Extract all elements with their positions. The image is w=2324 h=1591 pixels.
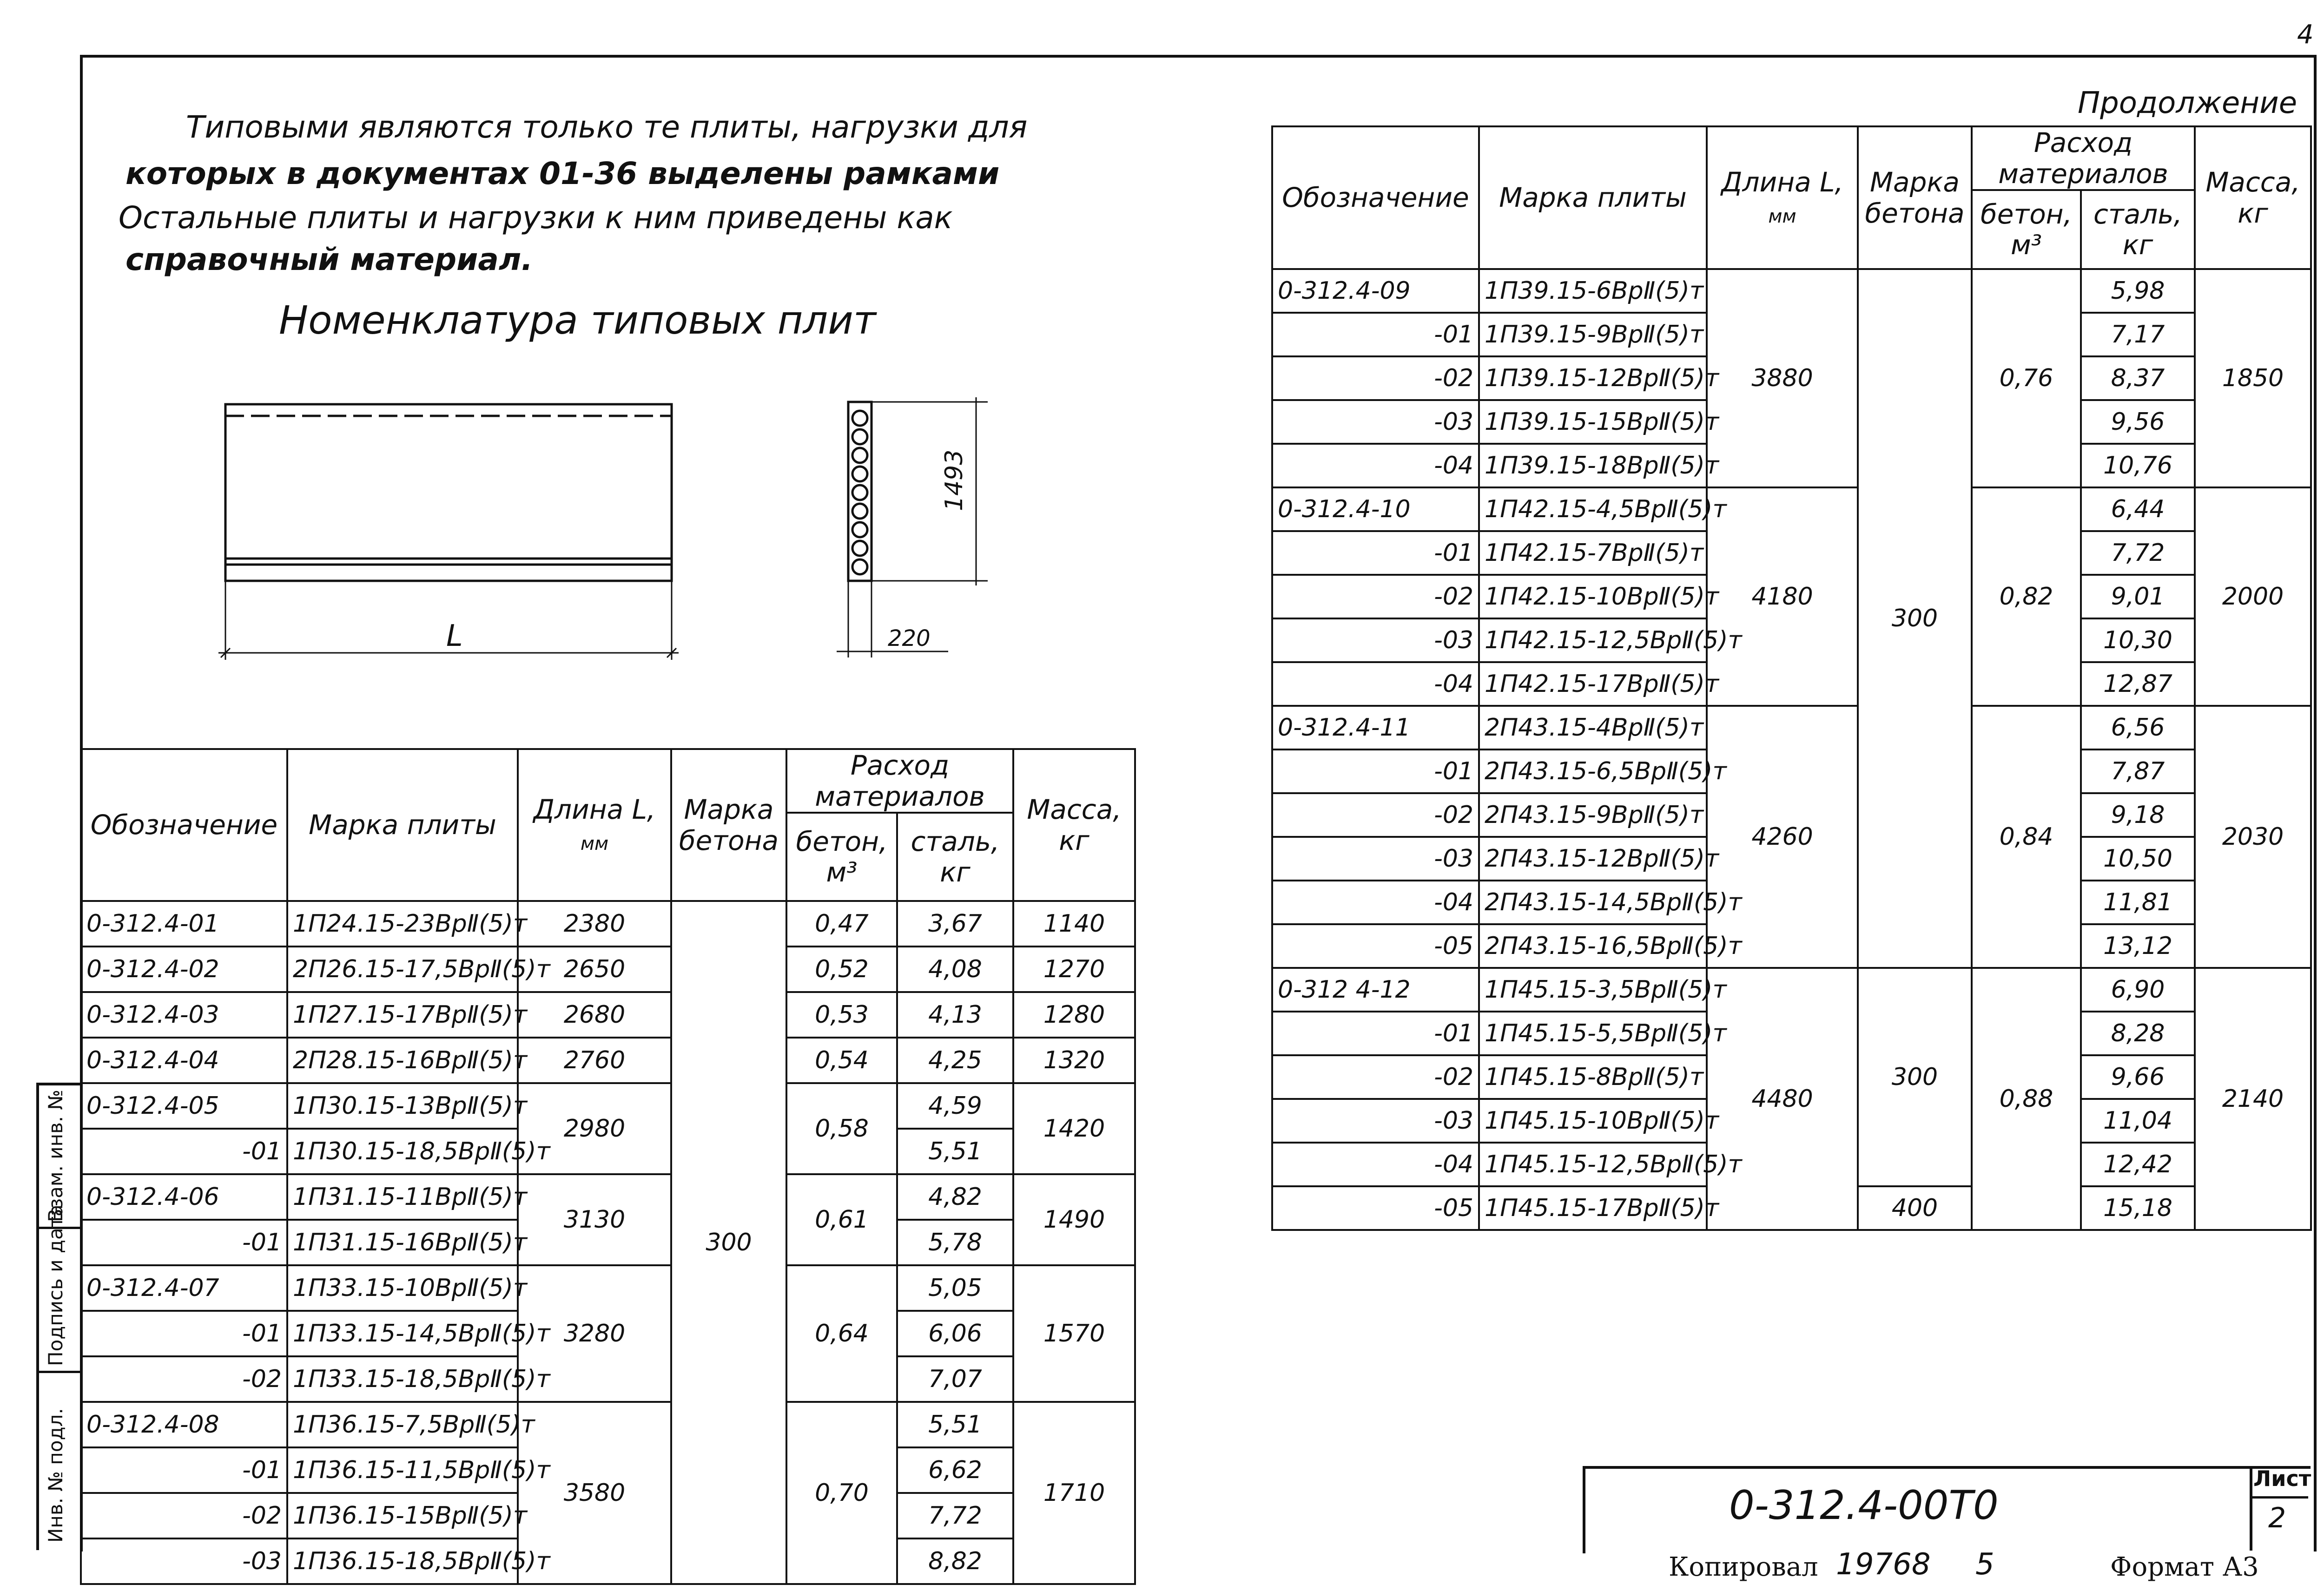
steel-cell: 9,56	[2081, 400, 2195, 444]
concrete-mark-cell: 300	[1858, 968, 1972, 1186]
mark-cell: 2П28.15-16ВрⅡ(5)т	[287, 1038, 518, 1083]
steel-cell: 4,08	[897, 947, 1013, 992]
mark-cell: 1П31.15-11ВрⅡ(5)т	[287, 1174, 518, 1220]
steel-cell: 10,30	[2081, 618, 2195, 662]
mass-cell: 2000	[2195, 487, 2311, 706]
slab-drawing	[195, 386, 1009, 674]
mark-cell: 1П36.15-15ВрⅡ(5)т	[287, 1493, 518, 1538]
designation-cell: 0-312.4-06	[81, 1174, 287, 1220]
steel-cell: 6,90	[2081, 968, 2195, 1012]
designation-cell: -01	[81, 1311, 287, 1356]
mark-cell: 1П42.15-4,5ВрⅡ(5)т	[1479, 487, 1707, 531]
concrete-cell: 0,64	[786, 1265, 897, 1402]
hdr-length-unit: мм	[580, 833, 609, 855]
hdr-concrete: бетон, м³	[786, 813, 897, 901]
concrete-cell: 0,61	[786, 1174, 897, 1265]
concrete-mark-cell: 300	[1858, 269, 1972, 968]
mark-cell: 1П36.15-18,5ВрⅡ(5)т	[287, 1538, 518, 1584]
designation-cell: -02	[81, 1493, 287, 1538]
designation-cell: -04	[1272, 1143, 1479, 1186]
table-row	[81, 1083, 1135, 1129]
steel-cell: 4,25	[897, 1038, 1013, 1083]
concrete-cell: 0,84	[1972, 706, 2081, 968]
length-cell: 4260	[1707, 706, 1858, 968]
mark-cell: 2П43.15-6,5ВрⅡ(5)т	[1479, 749, 1707, 793]
left-nomenclature-table	[80, 748, 1136, 1585]
steel-cell: 8,82	[897, 1538, 1013, 1584]
sheet-number: 2	[2268, 1502, 2286, 1534]
mass-cell: 1420	[1013, 1083, 1135, 1174]
section-heading: Номенклатура типовых плит	[279, 297, 876, 343]
document-code: 0-312.4-00Т0	[1729, 1482, 1999, 1529]
table-row	[81, 992, 1135, 1038]
mark-cell: 1П42.15-17ВрⅡ(5)т	[1479, 662, 1707, 706]
designation-cell: -03	[1272, 400, 1479, 444]
mark-cell: 1П45.15-12,5ВрⅡ(5)т	[1479, 1143, 1707, 1186]
designation-cell: 0-312 4-12	[1272, 968, 1479, 1012]
mark-cell: 1П42.15-10ВрⅡ(5)т	[1479, 575, 1707, 618]
mark-cell: 1П39.15-9ВрⅡ(5)т	[1479, 313, 1707, 356]
table-row	[1272, 487, 2311, 531]
steel-cell: 13,12	[2081, 924, 2195, 968]
side-sign-label: Подпись и дата	[44, 1204, 67, 1366]
mass-cell: 1570	[1013, 1265, 1135, 1402]
designation-cell: -03	[1272, 618, 1479, 662]
hdr-concrete-mark: Марка бетона	[671, 749, 786, 901]
steel-cell: 7,07	[897, 1356, 1013, 1402]
mark-cell: 1П36.15-7,5ВрⅡ(5)т	[287, 1402, 518, 1447]
hdr-designation: Обозначение	[81, 749, 287, 901]
designation-cell: -03	[1272, 1099, 1479, 1143]
designation-cell: 0-312.4-10	[1272, 487, 1479, 531]
hdr-length-unit: мм	[1768, 205, 1796, 227]
concrete-mark-cell: 300	[671, 901, 786, 1584]
designation-cell: 0-312.4-05	[81, 1083, 287, 1129]
hdr-concrete: бетон, м³	[1972, 190, 2081, 269]
length-cell: 3580	[518, 1402, 671, 1584]
side-inv-label: Взам. инв. №	[44, 1089, 67, 1222]
steel-cell: 4,82	[897, 1174, 1013, 1220]
mark-cell: 2П26.15-17,5ВрⅡ(5)т	[287, 947, 518, 992]
steel-cell: 5,78	[897, 1220, 1013, 1265]
mass-cell: 1490	[1013, 1174, 1135, 1265]
mark-cell: 1П42.15-7ВрⅡ(5)т	[1479, 531, 1707, 575]
concrete-cell: 0,54	[786, 1038, 897, 1083]
steel-cell: 15,18	[2081, 1186, 2195, 1230]
table-row	[81, 901, 1135, 947]
length-cell: 3880	[1707, 269, 1858, 487]
designation-cell: 0-312.4-01	[81, 901, 287, 947]
left-table-body	[81, 901, 1135, 1584]
designation-cell: -01	[1272, 749, 1479, 793]
table-row	[81, 947, 1135, 992]
designation-cell: -02	[1272, 1055, 1479, 1099]
note-line-2: которых в документах 01-36 выделены рамками	[125, 156, 1000, 191]
designation-cell: -02	[1272, 356, 1479, 400]
mark-cell: 1П36.15-11,5ВрⅡ(5)т	[287, 1447, 518, 1493]
mark-cell: 1П33.15-10ВрⅡ(5)т	[287, 1265, 518, 1311]
steel-cell: 7,72	[2081, 531, 2195, 575]
mark-cell: 1П31.15-16ВрⅡ(5)т	[287, 1220, 518, 1265]
hdr-concrete-mark: Марка бетона	[1858, 126, 1972, 269]
mass-cell: 2140	[2195, 968, 2311, 1230]
mass-cell: 1140	[1013, 901, 1135, 947]
table-row	[81, 1265, 1135, 1311]
note-line-1: Типовыми являются только те плиты, нагрузки для	[186, 109, 1028, 145]
mass-cell: 2030	[2195, 706, 2311, 968]
length-cell: 2650	[518, 947, 671, 992]
designation-cell: -04	[1272, 662, 1479, 706]
note-line-4: справочный материал.	[125, 242, 533, 277]
hdr-mass: Масса, кг	[2195, 126, 2311, 269]
concrete-cell: 0,70	[786, 1402, 897, 1584]
mark-cell: 1П45.15-10ВрⅡ(5)т	[1479, 1099, 1707, 1143]
designation-cell: 0-312.4-04	[81, 1038, 287, 1083]
right-table-body	[1272, 269, 2311, 1230]
designation-cell: -01	[81, 1129, 287, 1174]
designation-cell: -01	[1272, 313, 1479, 356]
length-cell: 2980	[518, 1083, 671, 1174]
mark-cell: 1П33.15-18,5ВрⅡ(5)т	[287, 1356, 518, 1402]
designation-cell: 0-312.4-02	[81, 947, 287, 992]
length-cell: 3130	[518, 1174, 671, 1265]
mark-cell: 1П24.15-23ВрⅡ(5)т	[287, 901, 518, 947]
designation-cell: -02	[1272, 793, 1479, 837]
width-label: 220	[888, 625, 931, 651]
continuation-label: Продолжение	[2078, 86, 2298, 120]
steel-cell: 10,76	[2081, 444, 2195, 487]
sheet-divider	[2250, 1496, 2308, 1499]
mark-cell: 1П33.15-14,5ВрⅡ(5)т	[287, 1311, 518, 1356]
concrete-cell: 0,53	[786, 992, 897, 1038]
mark-cell: 1П45.15-17ВрⅡ(5)т	[1479, 1186, 1707, 1230]
concrete-cell: 0,76	[1972, 269, 2081, 487]
hdr-steel: сталь, кг	[897, 813, 1013, 901]
designation-cell: -02	[81, 1356, 287, 1402]
hdr-mark: Марка плиты	[287, 749, 518, 901]
format-label: Формат А3	[2110, 1552, 2259, 1582]
note-line-3: Остальные плиты и нагрузки к ним приведены как	[119, 200, 953, 236]
steel-cell: 4,59	[897, 1083, 1013, 1129]
mark-cell: 1П45.15-5,5ВрⅡ(5)т	[1479, 1012, 1707, 1055]
designation-cell: -05	[1272, 924, 1479, 968]
designation-cell: 0-312.4-11	[1272, 706, 1479, 749]
mass-cell: 1850	[2195, 269, 2311, 487]
steel-cell: 12,42	[2081, 1143, 2195, 1186]
length-cell: 2760	[518, 1038, 671, 1083]
designation-cell: 0-312.4-03	[81, 992, 287, 1038]
designation-cell: -01	[1272, 1012, 1479, 1055]
steel-cell: 12,87	[2081, 662, 2195, 706]
concrete-cell: 0,82	[1972, 487, 2081, 706]
steel-cell: 7,87	[2081, 749, 2195, 793]
mark-cell: 2П43.15-14,5ВрⅡ(5)т	[1479, 881, 1707, 924]
mass-cell: 1280	[1013, 992, 1135, 1038]
mark-cell: 1П27.15-17ВрⅡ(5)т	[287, 992, 518, 1038]
steel-cell: 5,51	[897, 1402, 1013, 1447]
steel-cell: 5,05	[897, 1265, 1013, 1311]
concrete-cell: 0,88	[1972, 968, 2081, 1230]
steel-cell: 5,51	[897, 1129, 1013, 1174]
mark-cell: 1П30.15-13ВрⅡ(5)т	[287, 1083, 518, 1129]
mark-cell: 1П39.15-15ВрⅡ(5)т	[1479, 400, 1707, 444]
slab-section-view	[837, 397, 988, 657]
mark-cell: 1П39.15-18ВрⅡ(5)т	[1479, 444, 1707, 487]
table-row	[1272, 706, 2311, 749]
copied-label: Копировал	[1669, 1552, 1818, 1582]
mass-cell: 1270	[1013, 947, 1135, 992]
designation-cell: -01	[81, 1447, 287, 1493]
table-row	[81, 1174, 1135, 1220]
designation-cell: 0-312.4-08	[81, 1402, 287, 1447]
table-row	[1272, 269, 2311, 313]
concrete-cell: 0,58	[786, 1083, 897, 1174]
steel-cell: 6,44	[2081, 487, 2195, 531]
mark-cell: 2П43.15-4ВрⅡ(5)т	[1479, 706, 1707, 749]
steel-cell: 6,06	[897, 1311, 1013, 1356]
length-cell: 4480	[1707, 968, 1858, 1230]
designation-cell: -01	[81, 1220, 287, 1265]
steel-cell: 7,72	[897, 1493, 1013, 1538]
steel-cell: 11,04	[2081, 1099, 2195, 1143]
concrete-cell: 0,52	[786, 947, 897, 992]
mark-cell: 1П30.15-18,5ВрⅡ(5)т	[287, 1129, 518, 1174]
mark-cell: 2П43.15-12ВрⅡ(5)т	[1479, 837, 1707, 881]
steel-cell: 10,50	[2081, 837, 2195, 881]
hdr-length	[518, 749, 671, 901]
side-inv-orig-label: Инв. № подл.	[44, 1408, 67, 1543]
hdr-materials: Расход материалов	[1972, 126, 2195, 190]
hdr-steel: сталь, кг	[2081, 190, 2195, 269]
table-row	[81, 1402, 1135, 1447]
length-label: L	[446, 619, 463, 653]
length-cell: 4180	[1707, 487, 1858, 706]
hdr-length	[1707, 126, 1858, 269]
designation-cell: -04	[1272, 881, 1479, 924]
steel-cell: 6,62	[897, 1447, 1013, 1493]
designation-cell: 0-312.4-09	[1272, 269, 1479, 313]
hdr-mass: Масса, кг	[1013, 749, 1135, 901]
height-label: 1493	[940, 449, 968, 511]
steel-cell: 4,13	[897, 992, 1013, 1038]
designation-cell: -03	[81, 1538, 287, 1584]
concrete-mark-cell: 400	[1858, 1186, 1972, 1230]
copied-number-2: 5	[1975, 1547, 1994, 1582]
designation-cell: -05	[1272, 1186, 1479, 1230]
table-row	[81, 1038, 1135, 1083]
steel-cell: 9,18	[2081, 793, 2195, 837]
steel-cell: 7,17	[2081, 313, 2195, 356]
hdr-length-text: Длина L,	[533, 794, 656, 825]
side-divider	[36, 1371, 80, 1373]
right-nomenclature-table	[1271, 125, 2312, 1231]
steel-cell: 9,66	[2081, 1055, 2195, 1099]
mark-cell: 1П39.15-12ВрⅡ(5)т	[1479, 356, 1707, 400]
page-number: 4	[2297, 20, 2314, 50]
steel-cell: 11,81	[2081, 881, 2195, 924]
steel-cell: 3,67	[897, 901, 1013, 947]
mark-cell: 2П43.15-16,5ВрⅡ(5)т	[1479, 924, 1707, 968]
length-cell: 2680	[518, 992, 671, 1038]
sheet-label: Лист	[2253, 1466, 2311, 1491]
concrete-cell: 0,47	[786, 901, 897, 947]
designation-cell: -01	[1272, 531, 1479, 575]
steel-cell: 8,37	[2081, 356, 2195, 400]
copied-number: 19768	[1836, 1547, 1931, 1582]
hdr-materials: Расход материалов	[786, 749, 1013, 813]
hdr-length-text: Длина L,	[1721, 166, 1843, 198]
designation-cell: -03	[1272, 837, 1479, 881]
designation-cell: -02	[1272, 575, 1479, 618]
mass-cell: 1320	[1013, 1038, 1135, 1083]
steel-cell: 5,98	[2081, 269, 2195, 313]
hdr-mark: Марка плиты	[1479, 126, 1707, 269]
designation-cell: -04	[1272, 444, 1479, 487]
mark-cell: 2П43.15-9ВрⅡ(5)т	[1479, 793, 1707, 837]
mark-cell: 1П45.15-8ВрⅡ(5)т	[1479, 1055, 1707, 1099]
mark-cell: 1П42.15-12,5ВрⅡ(5)т	[1479, 618, 1707, 662]
mark-cell: 1П39.15-6ВрⅡ(5)т	[1479, 269, 1707, 313]
table-row	[1272, 968, 2311, 1012]
length-cell: 2380	[518, 901, 671, 947]
designation-cell: 0-312.4-07	[81, 1265, 287, 1311]
steel-cell: 8,28	[2081, 1012, 2195, 1055]
steel-cell: 6,56	[2081, 706, 2195, 749]
steel-cell: 9,01	[2081, 575, 2195, 618]
length-cell: 3280	[518, 1265, 671, 1402]
hdr-designation: Обозначение	[1272, 126, 1479, 269]
mass-cell: 1710	[1013, 1402, 1135, 1584]
mark-cell: 1П45.15-3,5ВрⅡ(5)т	[1479, 968, 1707, 1012]
